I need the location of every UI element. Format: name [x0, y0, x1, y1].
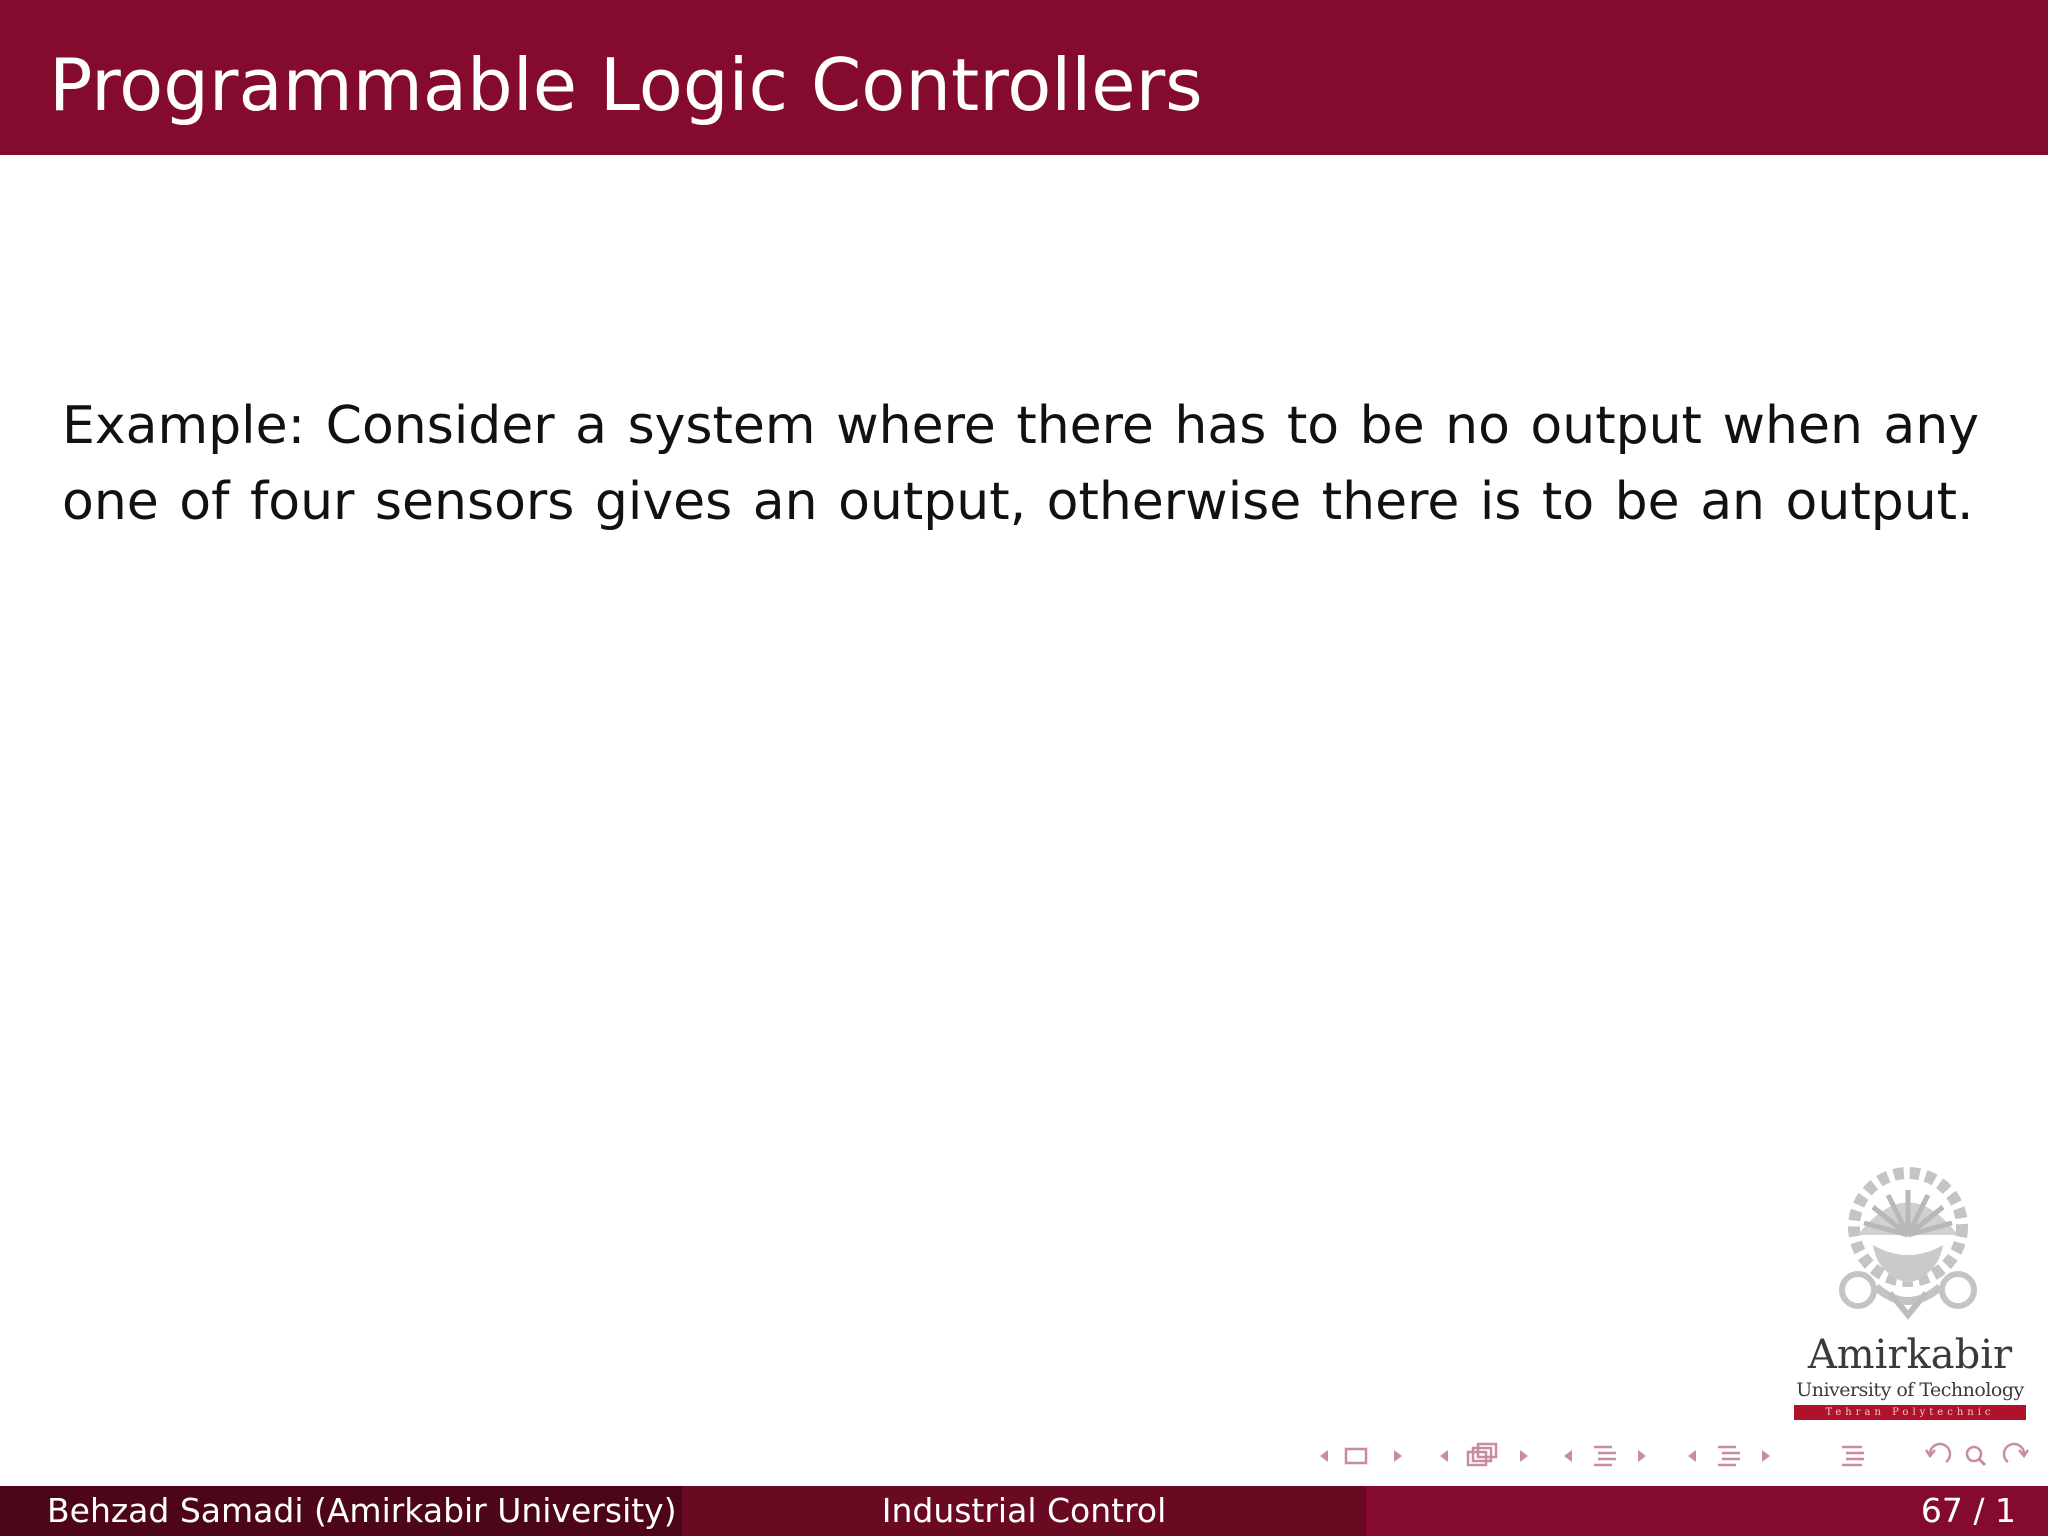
title-bar	[0, 0, 2048, 155]
frame-nav-icon[interactable]	[1436, 1438, 1532, 1474]
page-number: 67 / 1	[1920, 1491, 2016, 1530]
outline-icon[interactable]	[1836, 1438, 1872, 1474]
logo-strip: Tehran Polytechnic	[1794, 1405, 2026, 1420]
footer-author-section	[0, 1486, 682, 1536]
footer-title-section	[682, 1486, 1366, 1536]
footer	[0, 1486, 2048, 1536]
university-emblem-icon	[1828, 1165, 1988, 1325]
slide-title: Programmable Logic Controllers	[49, 43, 1203, 127]
footer-title: Industrial Control	[881, 1491, 1167, 1530]
footer-page-section	[1366, 1486, 2048, 1536]
back-forward-search-icon[interactable]	[1922, 1438, 2032, 1474]
slide-body-text: Example: Consider a system where there has to be no output when any one of four sensors gives an output, otherwise there is to be an output.	[62, 396, 1980, 532]
footer-author: Behzad Samadi (Amirkabir University)	[47, 1491, 677, 1530]
logo-name: Amirkabir	[1807, 1332, 2013, 1378]
university-logo	[1790, 1165, 2030, 1420]
logo-subtitle: University of Technology	[1796, 1379, 2024, 1401]
section-nav-icon[interactable]	[1684, 1438, 1774, 1474]
subsection-nav-icon[interactable]	[1560, 1438, 1650, 1474]
slide-nav-icon[interactable]	[1316, 1438, 1406, 1474]
